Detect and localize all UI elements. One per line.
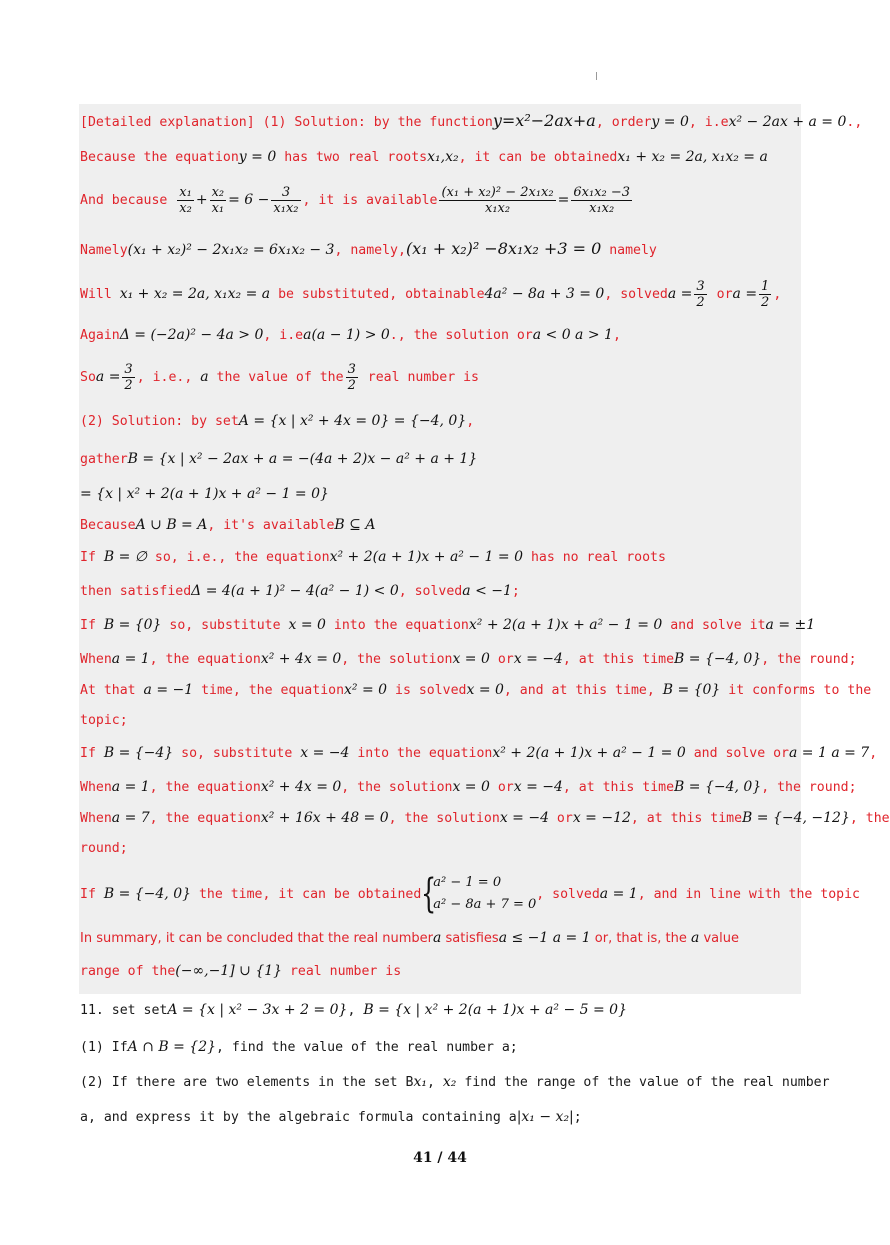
math: x₁,x₂ <box>427 149 459 165</box>
text: When <box>80 811 112 826</box>
math: a(a − 1) > 0 <box>303 327 390 343</box>
text: Will <box>80 287 120 302</box>
math: x = −4 <box>499 810 549 826</box>
explanation-line-20 <box>80 809 890 828</box>
text: If <box>80 887 104 902</box>
explanation-line-8 <box>80 412 474 431</box>
text: so, i.e., the equation <box>146 550 330 565</box>
text: , the equation <box>149 652 261 667</box>
explanation-line-4 <box>80 240 657 260</box>
math: x = −12 <box>572 810 631 826</box>
text: , solved <box>398 584 463 599</box>
explanation-line-5 <box>80 274 781 315</box>
math: x₂ <box>442 1074 457 1090</box>
math: x = −4 <box>513 779 563 795</box>
text: , solved <box>536 887 600 902</box>
math: x = 0 <box>288 617 326 633</box>
fraction: $\frac{3}{2}$ <box>347 361 356 393</box>
math: A ∪ B = A <box>135 517 208 533</box>
text: Because <box>80 518 136 533</box>
math: x = 0 <box>452 779 490 795</box>
math: (x₁ + x₂)² −8x₁x₂ +3 = 0 <box>405 239 602 258</box>
explanation-line-11 <box>80 516 375 535</box>
text: or, that is, the <box>590 931 691 946</box>
text: then satisfied <box>80 584 192 599</box>
text: (2) If there are two elements in the set B <box>80 1075 414 1090</box>
math: a = <box>95 369 121 385</box>
explanation-line-16 <box>80 681 871 700</box>
text: gather <box>80 452 128 467</box>
math: Δ = (−2a)² − 4a > 0 <box>119 327 264 343</box>
math: A = {x | x² + 4x = 0} = {−4, 0} <box>238 413 467 429</box>
text: (2) Solution: by set <box>80 414 239 429</box>
text: ., <box>846 115 863 130</box>
math: Δ = 4(a + 1)² − 4(a² − 1) < 0 <box>191 583 399 599</box>
fraction: $\frac{1}{2}$ <box>761 278 770 310</box>
explanation-line-23 <box>80 929 739 948</box>
explanation-line-21 <box>80 840 128 858</box>
text: , at this time <box>562 780 675 795</box>
text: and solve it <box>662 618 766 633</box>
math: a = 1 <box>599 886 638 902</box>
explanation-line-1 <box>80 112 862 132</box>
text: When <box>80 780 112 795</box>
math: x² + 4x = 0 <box>260 779 342 795</box>
fraction: $\frac{\text{6x₁x₂ −3}}{\text{x₁x₂}}$ <box>573 184 630 216</box>
text: so, substitute <box>173 746 301 761</box>
math: B = {x | x² − 2ax + a = −(4a + 2)x − a² + a + 1} <box>127 451 478 467</box>
explanation-line-22 <box>80 872 860 917</box>
fraction: $\frac{3}{\text{x₁x₂}}$ <box>273 184 299 216</box>
text: , it is available <box>302 193 438 208</box>
explanation-line-3 <box>80 180 634 221</box>
text: If <box>80 618 104 633</box>
text: or <box>489 652 514 667</box>
text: Because the equation <box>80 150 239 165</box>
math: a < −1 <box>462 583 512 599</box>
text: , <box>773 287 782 302</box>
text: real number is <box>282 964 402 979</box>
text: Again <box>80 328 120 343</box>
fraction: $\frac{\text{x₂}}{\text{x₁}}$ <box>211 184 225 216</box>
text: [Detailed explanation] (1) Solution: by the function <box>80 115 493 130</box>
math: + <box>195 192 208 208</box>
math: a = ±1 <box>765 617 816 633</box>
problem-line-2 <box>80 1038 518 1057</box>
math: x₁ <box>413 1074 427 1090</box>
text: find the range of the value of the real number <box>456 1075 830 1090</box>
explanation-line-17 <box>80 712 128 730</box>
text: , and in line with the topic <box>637 887 860 902</box>
problem-line-1 <box>80 1001 627 1020</box>
math: x₁ + x₂ = 2a, x₁x₂ = a <box>617 149 768 165</box>
text: , the solution <box>341 652 453 667</box>
math: a = 1 <box>111 651 150 667</box>
text: , i.e <box>263 328 304 343</box>
math: |x₁ − x₂| <box>516 1109 574 1125</box>
text: In summary, it can be concluded that the real number <box>80 931 433 946</box>
math: a ≤ −1 a = 1 <box>498 930 591 946</box>
math: B = {x | x² + 2(a + 1)x + a² − 5 = 0} <box>363 1002 627 1018</box>
text: If <box>80 746 104 761</box>
text: , at this time <box>630 811 743 826</box>
text: At that <box>80 683 144 698</box>
math: a = <box>667 286 693 302</box>
text: , <box>869 746 878 761</box>
text: and solve or <box>685 746 789 761</box>
math: a = 1 a = 7 <box>788 745 870 761</box>
text: (1) If <box>80 1040 128 1055</box>
explanation-line-19 <box>80 778 857 797</box>
math: B = {0} <box>103 617 162 633</box>
text: , and at this time, <box>503 683 663 698</box>
math: = <box>557 192 570 208</box>
math: x² + 2(a + 1)x + a² − 1 = 0 <box>468 617 663 633</box>
text: satisfies <box>441 931 499 946</box>
math: x² + 2(a + 1)x + a² − 1 = 0 <box>492 745 686 761</box>
explanation-line-10 <box>80 485 329 504</box>
explanation-line-15 <box>80 650 857 669</box>
math: a = <box>732 286 758 302</box>
math: (−∞,−1] ∪ {1} <box>175 963 283 979</box>
text: , at this time <box>562 652 675 667</box>
text: a, and express it by the algebraic formula containing a <box>80 1110 517 1125</box>
text: , <box>347 1003 364 1018</box>
problem-line-4 <box>80 1108 582 1127</box>
text: the value of the <box>208 370 344 385</box>
math: B ⊆ A <box>334 517 376 533</box>
text: , the round; <box>761 780 857 795</box>
text: , i.e., <box>136 370 201 385</box>
text: ; <box>511 584 520 599</box>
math: a <box>200 369 209 385</box>
text: , the solution <box>388 811 500 826</box>
math: a < 0 a > 1 <box>532 327 613 343</box>
text: the time, it can be obtained <box>191 887 422 902</box>
text: ; <box>573 1110 582 1125</box>
explanation-line-24 <box>80 962 401 981</box>
explanation-line-6 <box>80 326 621 345</box>
math: = 6 − <box>228 192 270 208</box>
text: , i.e <box>688 115 729 130</box>
math: x₁ + x₂ = 2a, x₁x₂ = a <box>119 286 271 302</box>
page-number: 41 / 44 <box>413 1150 467 1166</box>
text: And because <box>80 193 168 208</box>
math: B = {−4} <box>103 745 174 761</box>
text: , the <box>849 811 890 826</box>
math: B = {0} <box>662 682 721 698</box>
text: into the equation <box>325 618 469 633</box>
math: x = 0 <box>466 682 504 698</box>
text: ., the solution or <box>389 328 533 343</box>
text: , <box>466 414 475 429</box>
problem-line-3 <box>80 1073 830 1092</box>
text: round; <box>80 841 128 856</box>
text: topic; <box>80 713 128 728</box>
fraction: $\frac{3}{2}$ <box>696 278 705 310</box>
explanation-line-2 <box>80 148 768 167</box>
explanation-line-7 <box>80 357 479 398</box>
text: , it can be obtained <box>458 150 618 165</box>
text: , solved <box>604 287 668 302</box>
math: a <box>690 930 700 946</box>
text: range of the <box>80 964 176 979</box>
text: has no real roots <box>523 550 666 565</box>
math: B = {−4, 0} <box>674 651 762 667</box>
math: y=x²−2ax+a <box>492 111 596 130</box>
text: real number is <box>359 370 479 385</box>
math: x² + 16x + 48 = 0 <box>260 810 389 826</box>
text: value <box>699 931 739 946</box>
text: , namely, <box>334 243 406 258</box>
text: So <box>80 370 96 385</box>
math: A ∩ B = {2} <box>127 1039 217 1055</box>
explanation-line-12 <box>80 548 666 567</box>
math: x² + 4x = 0 <box>260 651 342 667</box>
text: When <box>80 652 112 667</box>
text: , <box>612 328 621 343</box>
math: a = 7 <box>111 810 150 826</box>
text: If <box>80 550 104 565</box>
text: , <box>426 1075 443 1090</box>
math: y = 0 <box>651 114 689 130</box>
text: is solved <box>387 683 467 698</box>
text: namely <box>601 243 657 258</box>
text: , it's available <box>207 518 335 533</box>
text: or <box>548 811 573 826</box>
math: a <box>433 930 442 946</box>
text: 11. set set <box>80 1003 168 1018</box>
math: a = −1 <box>143 682 194 698</box>
text: , find the value of the real number a; <box>216 1040 518 1055</box>
explanation-line-18 <box>80 744 877 763</box>
page-mark <box>596 72 597 80</box>
explanation-line-14 <box>80 616 815 635</box>
math: = {x | x² + 2(a + 1)x + a² − 1 = 0} <box>80 486 329 502</box>
text: , the solution <box>341 780 453 795</box>
math: x = −4 <box>513 651 563 667</box>
math: (x₁ + x₂)² − 2x₁x₂ = 6x₁x₂ − 3 <box>127 242 335 258</box>
fraction: $\frac{3}{2}$ <box>124 361 133 393</box>
explanation-line-13 <box>80 582 520 601</box>
math: y = 0 <box>238 149 277 165</box>
text: or <box>489 780 514 795</box>
math: B = {−4, 0} <box>674 779 762 795</box>
text: , the equation <box>149 811 261 826</box>
math: x² + 2(a + 1)x + a² − 1 = 0 <box>329 549 523 565</box>
math: a = 1 <box>111 779 150 795</box>
math: A = {x | x² − 3x + 2 = 0} <box>167 1002 348 1018</box>
math: B = ∅ <box>103 549 147 565</box>
text: , the round; <box>761 652 857 667</box>
text: into the equation <box>349 746 493 761</box>
math: B = {−4, −12} <box>742 810 850 826</box>
math: x = 0 <box>452 651 490 667</box>
text: be substituted, obtainable <box>270 287 485 302</box>
equation-system: { a² − 1 = 0 a² − 8a + 7 = 0 <box>421 871 537 917</box>
fraction: $\frac{\text{x₁}}{\text{x₂}}$ <box>179 184 192 216</box>
math: x = −4 <box>300 745 350 761</box>
text: , the equation <box>149 780 261 795</box>
text: it conforms to the <box>720 683 872 698</box>
math: x² = 0 <box>344 682 388 698</box>
text: time, the equation <box>193 683 345 698</box>
fraction: $\frac{\text{(x₁ + x₂)² − 2x₁x₂}}{\text{x₁x₂}}$ <box>441 184 554 216</box>
math: B = {−4, 0} <box>103 886 192 902</box>
text: or <box>708 287 733 302</box>
math: 4a² − 8a + 3 = 0 <box>484 286 605 302</box>
explanation-line-9 <box>80 450 477 469</box>
text: Namely <box>80 243 128 258</box>
text: , order <box>595 115 652 130</box>
text: so, substitute <box>161 618 289 633</box>
math: x² − 2ax + a = 0 <box>728 114 847 130</box>
text: has two real roots <box>276 150 428 165</box>
